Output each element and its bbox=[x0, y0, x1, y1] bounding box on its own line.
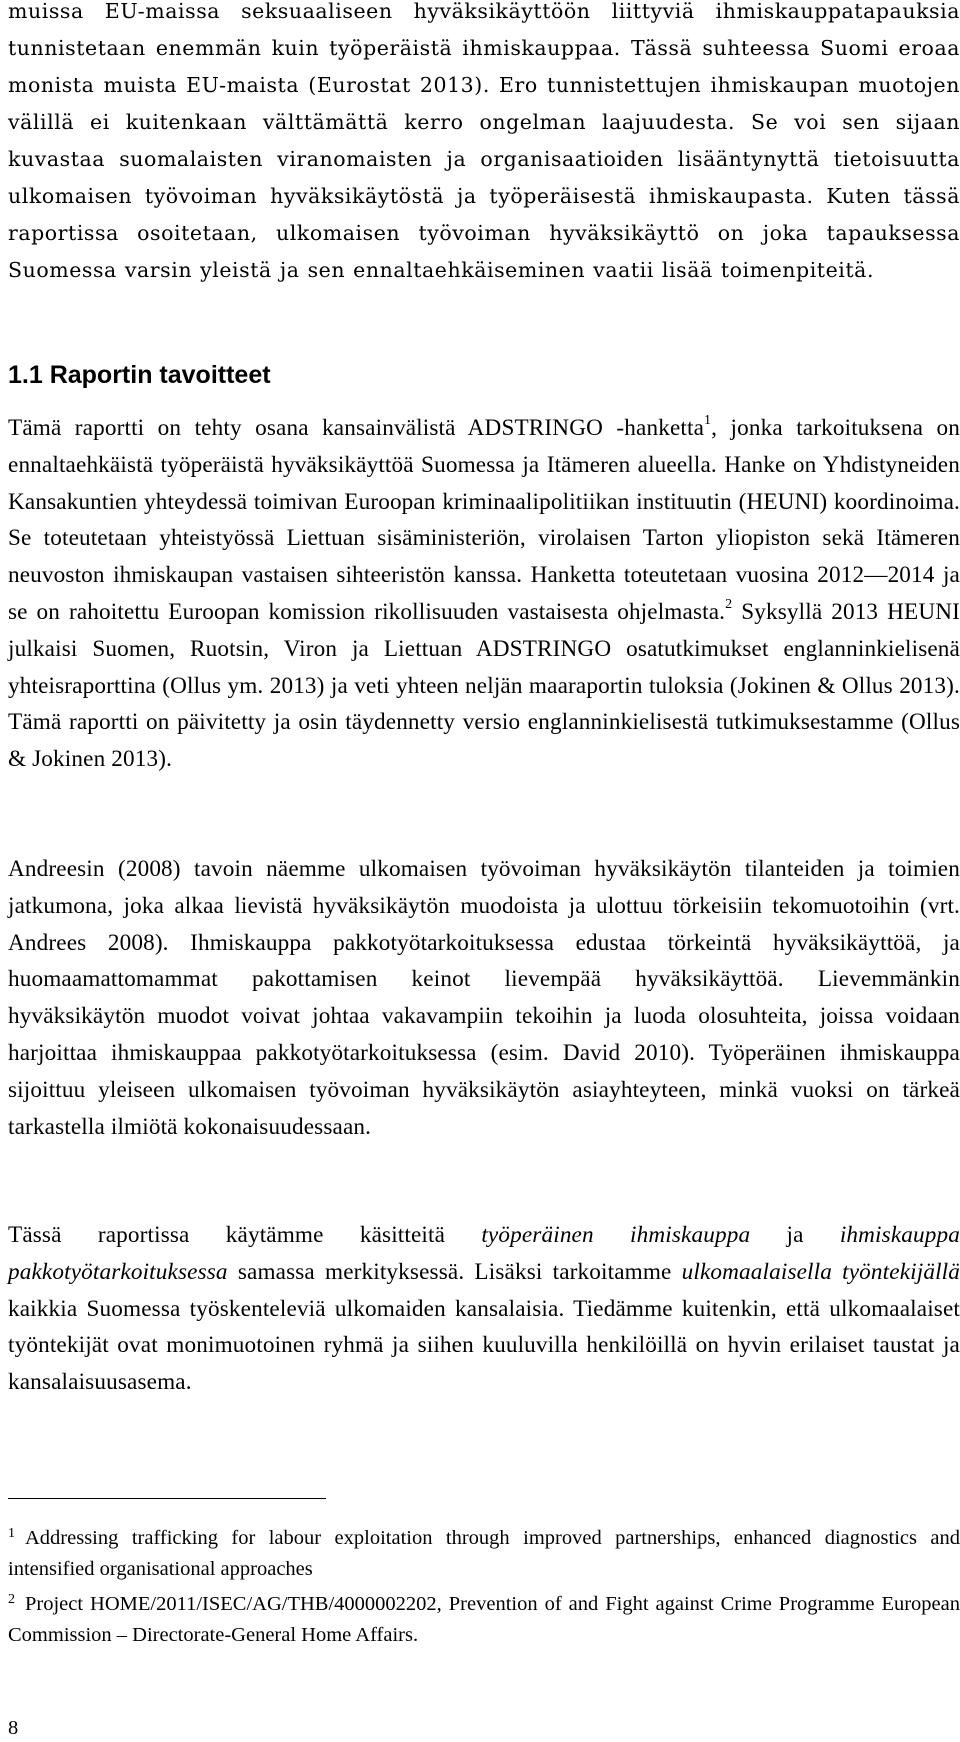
page-number: 8 bbox=[8, 1717, 19, 1739]
paragraph-3-text-a: Tässä raportissa käytämme käsitteitä bbox=[8, 1222, 482, 1248]
paragraph-2-text: Andreesin (2008) tavoin näemme ulkomaisen työvoiman hyväksikäytön tilanteiden ja toimien jatkumona, joka alkaa lievistä hyväksikäytön muodoista ja ulottuu törkeisiin tekomuotoihin (vrt. Andrees 2008). Ihmiskauppa pakkotyötarkoituksessa edustaa törkeintä hyväksikäyttöä, ja huomaamattomammat pakottamisen keinot lievempää hyväksikäyttöä. Lievemmänkin hyväksikäytön muodot voivat johtaa vakavampiin tekoihin ja luoda olosuhteita, joissa voidaan harjoittaa ihmiskauppaa pakkotyötarkoituksessa (esim. David 2010). Työperäinen ihmiskauppa sijoittuu yleiseen ulkomaisen työvoiman hyväksikäytön asiayhteyteen, minkä vuoksi on tärkeä tarkastella ilmiötä kokonaisuudessaan. bbox=[8, 856, 960, 1140]
term-ihmiskauppa-pakkotyotarkoituksessa: ihmiskauppa pakkotyötarkoituksessa bbox=[8, 1222, 960, 1285]
footnote-1-text: Addressing trafficking for labour exploitation through improved partnerships, enhanced diagnostics and intensified organisational approaches bbox=[8, 1527, 960, 1580]
footnote-1 bbox=[8, 1524, 960, 1584]
footnote-reference-2[interactable]: 2 bbox=[725, 597, 733, 613]
footnote-2 bbox=[8, 1590, 960, 1650]
paragraph-3-text-c: samassa merkityksessä. Lisäksi tarkoitamme bbox=[227, 1258, 682, 1285]
section-paragraph-2 bbox=[8, 851, 960, 1145]
section-paragraph-3 bbox=[8, 1217, 960, 1401]
section-heading bbox=[8, 359, 960, 391]
term-tyoperainen-ihmiskauppa: työperäinen ihmiskauppa bbox=[481, 1222, 751, 1248]
footnote-1-mark: 1 bbox=[8, 1526, 15, 1541]
paragraph-3-text-b: ja bbox=[750, 1222, 840, 1248]
footnote-separator bbox=[8, 1498, 326, 1499]
paragraph-1-text-b: , jonka tarkoituksena on ennaltaehkäistä työperäistä hyväksikäyttöä Suomessa ja Itämeren alueella. Hanke on Yhdistyneiden Kansakuntien yhteydessä toimivan Euroopan kriminaalipolitiikan instituutin (HEUNI) koordinoima. Se toteutetaan yhteistyössä Liettuan sisäministeriön, virolaisen Tarton yliopiston sekä Itämeren neuvoston ihmiskaupan vastaisen sihteeristön kanssa. Hanketta toteutetaan vuosina 2012—2014 ja se on rahoitettu Euroopan komission rikollisuuden vastaisesta ohjelmasta. bbox=[8, 415, 960, 625]
paragraph-1-text-c: Syksyllä 2013 HEUNI julkaisi Suomen, Ruotsin, Viron ja Liettuan ADSTRINGO osatutkimukset englanninkielisenä yhteisraporttina (Ollus ym. 2013) ja veti yhteen neljän maaraportin tuloksia (Jokinen & Ollus 2013). Tämä raportti on päivitetty ja osin täydennetty versio englanninkielisestä tutkimuksestamme (Ollus & Jokinen 2013). bbox=[8, 598, 960, 773]
intro-paragraph bbox=[8, 0, 960, 289]
section-paragraph-1 bbox=[8, 410, 960, 778]
intro-paragraph-text: muissa EU-maissa seksuaaliseen hyväksikäyttöön liittyviä ihmiskauppatapauksia tunnistetaan enemmän kuin työperäistä ihmiskauppaa. Tässä suhteessa Suomi eroaa monista muista EU-maista (Eurostat 2013). Ero tunnistettujen ihmiskaupan muotojen välillä ei kuitenkaan välttämättä kerro ongelman laajuudesta. Se voi sen sijaan kuvastaa suomalaisten viranomaisten ja organisaatioiden lisääntynyttä tietoisuutta ulkomaisen työvoiman hyväksikäytöstä ja työperäisestä ihmiskaupasta. Kuten tässä raportissa osoitetaan, ulkomaisen työvoiman hyväksikäyttö on joka tapauksessa Suomessa varsin yleistä ja sen ennaltaehkäiseminen vaatii lisää toimenpiteitä. bbox=[8, 0, 960, 282]
term-ulkomaalainen-tyontekija: ulkomaalaisella työntekijällä bbox=[681, 1258, 960, 1285]
paragraph-1-text-a: Tämä raportti on tehty osana kansainvälistä ADSTRINGO -hanketta bbox=[8, 415, 705, 441]
paragraph-3-text-d: kaikkia Suomessa työskenteleviä ulkomaiden kansalaisia. Tiedämme kuitenkin, että ulkomaalaiset työntekijät ovat monimuotoinen ryhmä ja siihen kuuluvilla henkilöillä on hyvin erilaiset taustat ja kansalaisuusasema. bbox=[8, 1295, 960, 1396]
section-heading-text: 1.1 Raportin tavoitteet bbox=[8, 361, 271, 389]
footnote-2-text: Project HOME/2011/ISEC/AG/THB/4000002202, Prevention of and Fight against Crime Programme European Commission – Directorate-General Home Affairs. bbox=[8, 1593, 960, 1646]
footnote-2-mark: 2 bbox=[8, 1592, 15, 1607]
footnote-reference-1[interactable]: 1 bbox=[704, 413, 712, 429]
